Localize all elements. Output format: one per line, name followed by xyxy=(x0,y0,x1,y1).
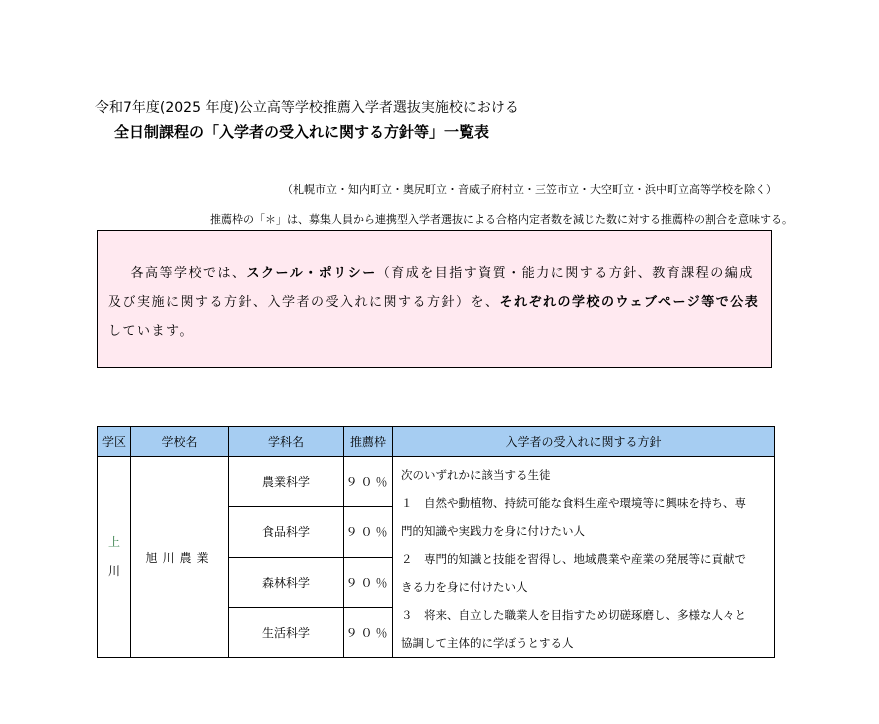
table-row xyxy=(98,457,775,507)
subject-name: 農業科学 xyxy=(229,457,344,507)
recommendation-ratio: ９０％ xyxy=(344,607,393,657)
district-char-1: 上 xyxy=(107,535,120,549)
header-subject: 学科名 xyxy=(229,427,344,457)
school-policy-notice xyxy=(97,230,772,368)
header-ratio: 推薦枠 xyxy=(344,427,393,457)
header-policy: 入学者の受入れに関する方針 xyxy=(393,427,775,457)
policy-line: きる力を身に付けたい人 xyxy=(401,580,528,594)
table-header-row xyxy=(98,427,775,457)
exclusion-note: （札幌市立・知内町立・奥尻町立・音威子府村立・三笠市立・大空町立・浜中町立高等学校を除く） xyxy=(282,183,777,196)
notice-school-policy: スクール・ポリシー xyxy=(246,266,377,281)
district-cell xyxy=(98,457,131,658)
title-line-2: 全日制課程の「入学者の受入れに関する方針等」一覧表 xyxy=(114,123,490,141)
district-char-2: 川 xyxy=(107,564,120,578)
recommendation-ratio: ９０％ xyxy=(344,507,393,557)
notice-publication: それぞれの学校のウェブページ等で公表 xyxy=(499,295,760,310)
notice-text-3: しています。 xyxy=(108,324,194,339)
policy-line: 門的知識や実践力を身に付けたい人 xyxy=(401,524,585,538)
school-name: 旭川農業 xyxy=(131,457,229,658)
subject-name: 食品科学 xyxy=(229,507,344,557)
header-district: 学区 xyxy=(98,427,131,457)
admission-policy-text xyxy=(393,457,775,658)
notice-text-2: （育成を目指す資質・能力に関する方針、教育課程の編成及び実施に関する方針、入学者の受入れに関する方針）を、 xyxy=(108,266,754,310)
policy-line: 協調して主体的に学ぼうとする人 xyxy=(401,636,574,650)
header-school: 学校名 xyxy=(131,427,229,457)
recommendation-note: 推薦枠の「＊」は、募集人員から連携型入学者選抜による合格内定者数を減じた数に対する推薦枠の割合を意味する。 xyxy=(210,213,793,226)
title-line-1: 令和7年度(2025 年度)公立高等学校推薦入学者選抜実施校における xyxy=(95,100,519,116)
policy-line: １ 自然や動植物、持続可能な食料生産や環境等に興味を持ち、専 xyxy=(401,496,746,510)
subject-name: 生活科学 xyxy=(229,607,344,657)
policy-line: ３ 将来、自立した職業人を目指すため切磋琢磨し、多様な人々と xyxy=(401,608,746,622)
admission-policy-table xyxy=(97,426,775,658)
recommendation-ratio: ９０％ xyxy=(344,557,393,607)
recommendation-ratio: ９０％ xyxy=(344,457,393,507)
notice-text-1: 各高等学校では、 xyxy=(130,266,247,281)
policy-line: 次のいずれかに該当する生徒 xyxy=(401,468,551,482)
subject-name: 森林科学 xyxy=(229,557,344,607)
policy-line: ２ 専門的知識と技能を習得し、地域農業や産業の発展等に貢献で xyxy=(401,552,746,566)
